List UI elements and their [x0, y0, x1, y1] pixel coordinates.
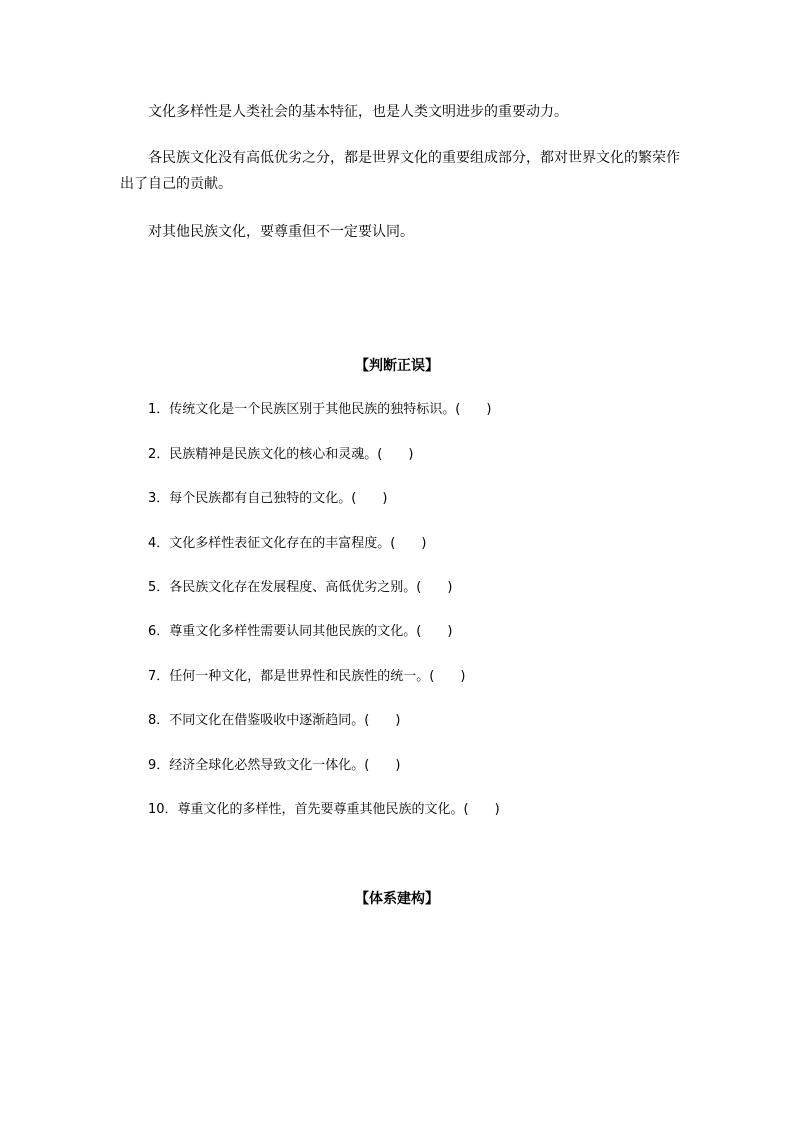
question-item-6: 6．尊重文化多样性需要认同其他民族的文化。( )	[148, 624, 453, 639]
question-item-8: 8．不同文化在借鉴吸收中逐渐趋同。( )	[148, 713, 401, 728]
question-item-5: 5．各民族文化存在发展程度、高低优劣之别。( )	[148, 580, 453, 595]
question-item-10: 10．尊重文化的多样性，首先要尊重其他民族的文化。( )	[148, 802, 500, 817]
question-item-7: 7．任何一种文化，都是世界性和民族性的统一。( )	[148, 669, 466, 684]
question-item-3: 3．每个民族都有自己独特的文化。( )	[148, 491, 388, 506]
paragraph-2: 各民族文化没有高低优劣之分，都是世界文化的重要组成部分，都对世界文化的繁荣作出了自己的贡献。	[120, 150, 680, 192]
question-item-4: 4．文化多样性表征文化存在的丰富程度。( )	[148, 536, 427, 551]
question-item-1: 1．传统文化是一个民族区别于其他民族的独特标识。( )	[148, 402, 492, 417]
question-item-9: 9．经济全球化必然导致文化一体化。( )	[148, 758, 401, 773]
paragraph-3: 对其他民族文化，要尊重但不一定要认同。	[148, 224, 414, 240]
question-item-2: 2．民族精神是民族文化的核心和灵魂。( )	[148, 447, 414, 462]
paragraph-1: 文化多样性是人类社会的基本特征，也是人类文明进步的重要动力。	[148, 104, 568, 120]
section-title-system: 【体系建构】	[355, 891, 439, 907]
section-title-judge: 【判断正误】	[355, 358, 439, 374]
